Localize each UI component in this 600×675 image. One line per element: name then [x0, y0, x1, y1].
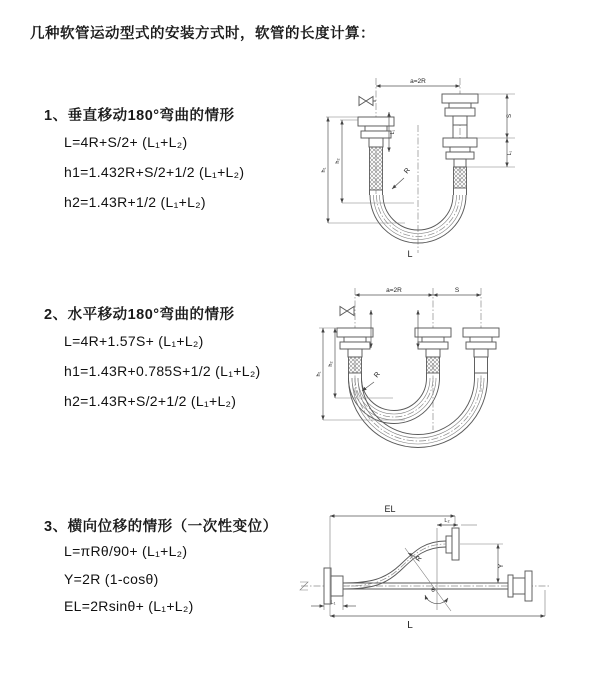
formula-h1-2: h1=1.43R+0.785S+1/2 (L₁+L₂) — [64, 363, 261, 379]
construction-lines — [405, 528, 451, 611]
braid-hose-right — [454, 167, 467, 188]
dim-label-l: L — [407, 620, 413, 631]
left-fitting — [358, 117, 394, 195]
dim-label-a2r: a=2R — [386, 287, 402, 294]
radius-leader — [392, 178, 404, 189]
radius-leader — [362, 382, 374, 391]
valve-icon — [340, 307, 354, 316]
formula-y-3: Y=2R (1-cosθ) — [64, 571, 159, 587]
dim-label-l1-right: L₁ — [507, 150, 513, 156]
dim-label-h1: h₁ — [321, 167, 327, 173]
middle-fitting — [415, 328, 451, 378]
diagram-horizontal-180-bend — [305, 280, 550, 465]
dim-label-s: S — [507, 113, 513, 119]
dim-label-h2: h₂ — [328, 361, 334, 367]
left-fitting — [337, 328, 373, 378]
section-3-heading: 3、横向位移的情形（一次性变位） — [44, 519, 278, 535]
dim-label-h2: h₂ — [335, 158, 341, 164]
theta-label: θ — [431, 587, 435, 594]
diagram-vertical-180-bend — [310, 70, 540, 265]
radius-label: R — [403, 166, 412, 176]
length-label: L — [407, 249, 413, 259]
extension-lines-el — [330, 516, 455, 616]
page-title: 几种软管运动型式的安装方式时，软管的长度计算： — [30, 26, 375, 42]
dim-label-h1: h₁ — [316, 371, 322, 377]
dim-label-l1-left: L₁ — [390, 129, 396, 135]
formula-length-2: L=4R+1.57S+ (L₁+L₂) — [64, 333, 204, 349]
braid-hose-middle — [427, 357, 440, 373]
right-lower-fitting — [443, 138, 477, 195]
dim-label-y: Y — [498, 563, 505, 569]
radius-label: R — [414, 554, 424, 564]
dim-label-a2r: a=2R — [410, 78, 426, 85]
right-lower-flange — [508, 571, 532, 601]
formula-length-3: L=πRθ/90+ (L₁+L₂) — [64, 543, 188, 559]
formula-h2-1: h2=1.43R+1/2 (L₁+L₂) — [64, 194, 206, 210]
braid-hose-left — [349, 357, 362, 373]
braid-hose-left — [370, 147, 383, 190]
formula-length-1: L=4R+S/2+ (L₁+L₂) — [64, 134, 188, 150]
dim-label-l2: L₂ — [444, 518, 450, 524]
dim-label-el: EL — [384, 504, 396, 514]
diagram-lateral-displacement — [295, 498, 570, 648]
left-flange — [324, 568, 343, 604]
formula-h2-2: h2=1.43R+S/2+1/2 (L₁+L₂) — [64, 393, 237, 409]
hose-s-curve — [343, 541, 446, 589]
upper-right-flange — [446, 528, 459, 560]
radius-label: R — [373, 370, 382, 380]
dim-label-s: S — [454, 287, 460, 294]
dim-label-l1: L₁ — [330, 600, 336, 606]
formula-h1-1: h1=1.432R+S/2+1/2 (L₁+L₂) — [64, 164, 245, 180]
right-fitting-displaced — [463, 328, 499, 378]
section-1-heading: 1、垂直移动180°弯曲的情形 — [44, 108, 235, 124]
section-2-heading: 2、水平移动180°弯曲的情形 — [44, 307, 235, 323]
valve-icon — [359, 97, 376, 106]
formula-el-3: EL=2Rsinθ+ (L₁+L₂) — [64, 598, 194, 614]
